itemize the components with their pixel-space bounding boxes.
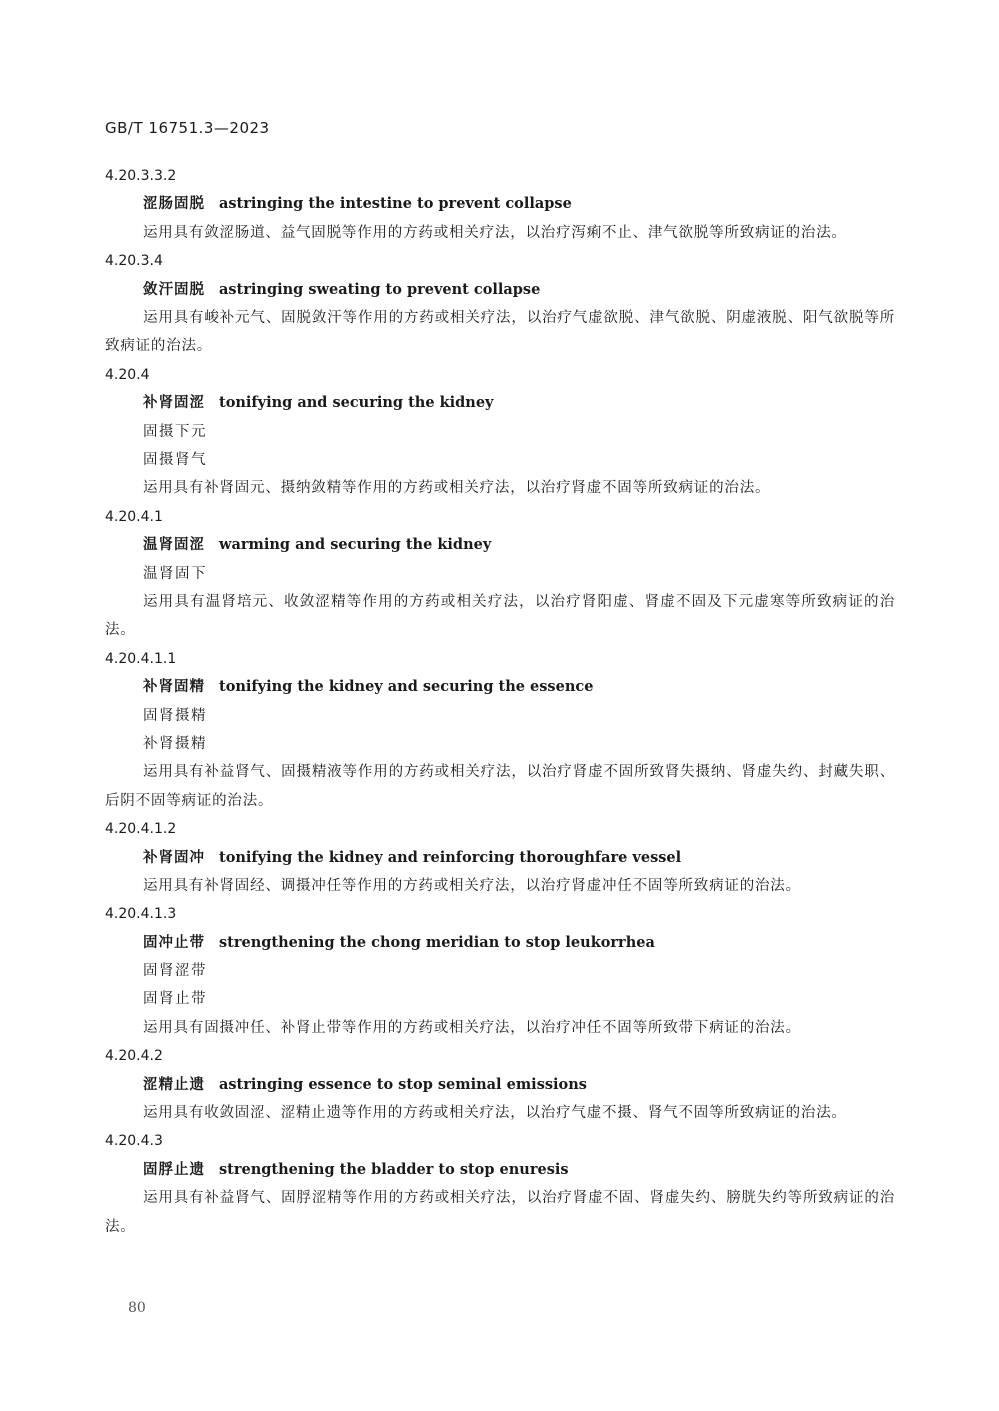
entry-number: 4.20.3.4 (105, 253, 163, 270)
standard-number-header: GB/T 16751.3—2023 (105, 119, 270, 137)
term-line (105, 276, 895, 304)
entry-number: 4.20.4.1.3 (105, 906, 177, 923)
term-english: astringing sweating to prevent collapse (219, 280, 541, 298)
term-line (105, 844, 895, 872)
term-chinese: 补肾固涩 (143, 395, 205, 412)
term-line (105, 1156, 895, 1184)
term-definition: 运用具有固摄冲任、补肾止带等作用的方药或相关疗法，以治疗冲任不固等所致带下病证的治法。 (143, 1019, 801, 1036)
term-chinese: 敛汗固脱 (143, 281, 205, 298)
term-chinese: 补肾固冲 (143, 849, 205, 866)
term-line (105, 1071, 895, 1099)
term-entry (105, 162, 895, 247)
entry-number: 4.20.4.3 (105, 1133, 163, 1150)
term-entry (105, 815, 895, 900)
term-chinese: 固脬止遗 (143, 1161, 205, 1178)
entry-number: 4.20.4.1.1 (105, 650, 177, 667)
term-line (105, 389, 895, 417)
term-english: warming and securing the kidney (219, 536, 492, 554)
term-english: tonifying and securing the kidney (219, 394, 494, 412)
term-definition: 运用具有补肾固经、调摄冲任等作用的方药或相关疗法，以治疗肾虚冲任不固等所致病证的治法。 (143, 877, 801, 894)
term-chinese: 温肾固涩 (143, 537, 205, 554)
page-number: 80 (128, 1300, 146, 1316)
term-synonym: 固肾涩带 (143, 963, 207, 980)
term-synonym: 补肾摄精 (143, 735, 207, 752)
term-definition: 运用具有峻补元气、固脱敛汗等作用的方药或相关疗法，以治疗气虚欲脱、津气欲脱、阴虚液脱、阳气欲脱等所致病证的治法。 (105, 309, 895, 355)
term-definition: 运用具有温肾培元、收敛涩精等作用的方药或相关疗法，以治疗肾阳虚、肾虚不固及下元虚寒等所致病证的治法。 (105, 593, 895, 639)
entry-number: 4.20.3.3.2 (105, 168, 177, 184)
term-entry (105, 1127, 895, 1241)
entry-number: 4.20.4.1 (105, 508, 163, 525)
entry-number: 4.20.4 (105, 366, 150, 383)
term-definition: 运用具有敛涩肠道、益气固脱等作用的方药或相关疗法，以治疗泻痢不止、津气欲脱等所致病证的治法。 (143, 224, 847, 241)
term-entry (105, 900, 895, 1042)
entry-list (105, 162, 895, 1241)
term-synonym: 固肾摄精 (143, 707, 207, 724)
term-synonym: 温肾固下 (143, 565, 207, 582)
term-line (105, 929, 895, 957)
term-chinese: 补肾固精 (143, 679, 205, 696)
term-line (105, 673, 895, 701)
term-line (105, 531, 895, 559)
term-entry (105, 645, 895, 815)
term-chinese: 涩肠固脱 (143, 196, 205, 213)
term-entry (105, 503, 895, 645)
term-synonym: 固摄肾气 (143, 451, 207, 468)
term-definition: 运用具有补肾固元、摄纳敛精等作用的方药或相关疗法，以治疗肾虚不固等所致病证的治法。 (143, 480, 771, 497)
term-synonym: 固摄下元 (143, 423, 207, 440)
entry-number: 4.20.4.1.2 (105, 821, 177, 838)
term-entry (105, 247, 895, 361)
entry-number: 4.20.4.2 (105, 1048, 163, 1065)
term-english: tonifying the kidney and securing the essence (219, 678, 594, 696)
term-english: strengthening the chong meridian to stop leukorrhea (219, 933, 655, 951)
term-line (105, 190, 895, 218)
term-chinese: 固冲止带 (143, 934, 205, 951)
term-english: astringing essence to stop seminal emissions (219, 1075, 587, 1093)
term-english: astringing the intestine to prevent collapse (219, 195, 572, 213)
term-english: strengthening the bladder to stop enuresis (219, 1160, 569, 1178)
term-chinese: 涩精止遗 (143, 1076, 205, 1093)
term-entry (105, 1042, 895, 1127)
term-english: tonifying the kidney and reinforcing thoroughfare vessel (219, 848, 682, 866)
term-synonym: 固肾止带 (143, 991, 207, 1008)
term-definition: 运用具有补益肾气、固脬涩精等作用的方药或相关疗法，以治疗肾虚不固、肾虚失约、膀胱失约等所致病证的治法。 (105, 1190, 895, 1235)
term-entry (105, 361, 895, 503)
term-definition: 运用具有补益肾气、固摄精液等作用的方药或相关疗法，以治疗肾虚不固所致肾失摄纳、肾虚失约、封藏失职、后阴不固等病证的治法。 (105, 764, 895, 809)
term-definition: 运用具有收敛固涩、涩精止遗等作用的方药或相关疗法，以治疗气虚不摄、肾气不固等所致病证的治法。 (143, 1105, 847, 1122)
